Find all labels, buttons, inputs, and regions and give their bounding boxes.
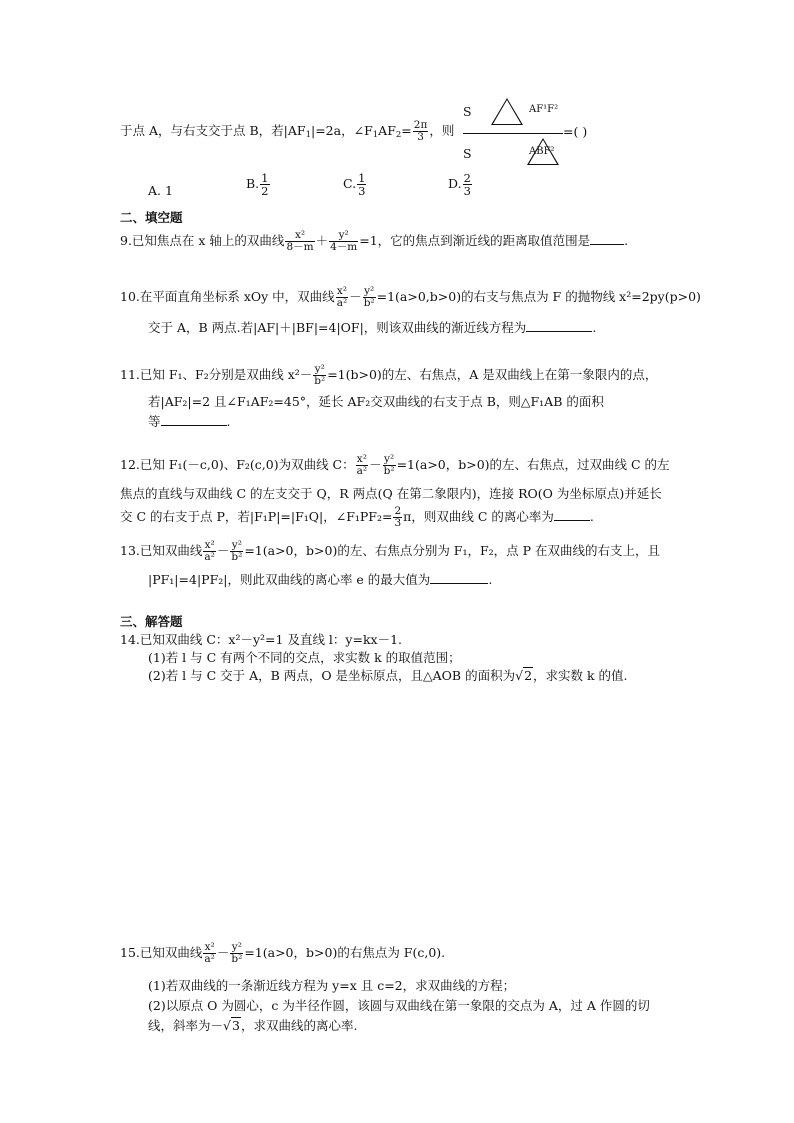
question-15-part2: (2)以原点 O 为圆心，c 为半径作圆，该圆与双曲线在第一象限的交点为 A，过 A 作圆的切 — [148, 998, 650, 1013]
question-15: 15.已知双曲线 $\frac{\text{x²}}{\text{a²}}$ － $\frac{\text{y²}}{\text{b²}}$ =1(a>0，b>0)的右焦点为 F(c,0). — [120, 940, 446, 965]
sqrt-symbol: √2 — [515, 668, 533, 683]
answer-blank[interactable] — [161, 424, 227, 426]
question-12-line2: 焦点的直线与双曲线 C 的左支交于 Q，R 两点(Q 在第二象限内)，连接 RO(O 为坐标原点)并延长 — [120, 486, 662, 501]
fraction-bar — [463, 133, 563, 134]
question-14: 14.已知双曲线 C：x²－y²=1 及直线 l：y=kx－1. — [120, 632, 403, 647]
question-14-part1: (1)若 l 与 C 有两个不同的交点，求实数 k 的取值范围； — [148, 650, 461, 665]
answer-blank[interactable] — [430, 582, 488, 584]
question-12: 12.已知 F₁(－c,0)、F₂(c,0)为双曲线 C： $\frac{\text{x²}}{\text{a²}}$ － $\frac{\text{y²}}{\text{b²}}$ =1(a>0，b>0)的左、右焦点，过双曲线 C 的左 — [120, 452, 670, 477]
section-title-solve: 三、解答题 — [120, 614, 183, 629]
option-d: D. $\frac{2}{3}$ — [448, 171, 471, 199]
area-s-top: S — [463, 104, 472, 119]
question-10-line2: 交于 A，B 两点.若|AF|＋|BF|=4|OF|，则该双曲线的渐近线方程为 . — [148, 320, 597, 335]
area-s-bottom: S — [463, 146, 472, 161]
q8-stem: 于点 A，与右支交于点 B，若$|AF_1|=2a$，$\angle F_1AF_2=$ $\frac{2\pi}{3}$ ，则 — [120, 119, 455, 144]
question-13: 13.已知双曲线 $\frac{\text{x²}}{\text{a²}}$ － $\frac{\text{y²}}{\text{b²}}$ =1(a>0，b>0)的左、右焦点分别为 F₁，F₂，点 P 在双曲线的右支上，且 — [120, 538, 661, 563]
question-11-line3: 等 . — [148, 414, 231, 429]
question-15-part2-line2: 线，斜率为－√3，求双曲线的离心率. — [148, 1018, 358, 1033]
option-b: B. $\frac{1}{2}$ — [246, 171, 269, 199]
area-sub-top: AF¹F² — [529, 104, 559, 115]
q8-answer-bracket: =( ) — [563, 124, 588, 139]
question-13-line2: |PF₁|=4|PF₂|，则此双曲线的离心率 e 的最大值为 . — [148, 572, 493, 587]
question-9: 9.已知焦点在 x 轴上的双曲线 $\frac{\text{x²}}{8-m}$ ＋ $\frac{\text{y²}}{4-m}$ =1，它的焦点到渐近线的距离取值范围是 . — [120, 228, 629, 253]
question-11-line2: 若|AF₂|=2 且∠F₁AF₂=45°，延长 AF₂交双曲线的右支于点 B，则△F₁AB 的面积 — [148, 394, 604, 409]
question-15-part1: (1)若双曲线的一条渐近线方程为 y=x 且 c=2，求双曲线的方程； — [148, 978, 516, 993]
triangle-icon — [491, 98, 523, 125]
area-sub-bottom: ABF² — [529, 146, 555, 157]
option-c: C. $\frac{1}{3}$ — [343, 171, 366, 199]
sqrt-symbol: √3 — [223, 1018, 240, 1033]
question-10: 10.在平面直角坐标系 xOy 中，双曲线 $\frac{\text{x²}}{\text{a²}}$ － $\frac{\text{y²}}{\text{b²}}$ =1(a>0,b>0)的右支与焦点为 F 的抛物线 x²=2py(p>0) — [120, 284, 701, 309]
angle-fraction: $\frac{2\pi}{3}$ — [413, 119, 428, 144]
question-14-part2: (2)若 l 与 C 交于 A，B 两点，O 是坐标原点，且△AOB 的面积为√2，求实数 k 的值. — [148, 668, 628, 683]
question-12-line3: 交 C 的右支于点 P，若|F₁P|=|F₁Q|，∠F₁PF₂= $\frac{2}{3}$ π，则双曲线 C 的离心率为 . — [120, 504, 594, 529]
q8-options — [148, 172, 478, 208]
answer-blank[interactable] — [554, 519, 590, 521]
section-title-fill-blank: 二、填空题 — [120, 210, 183, 225]
question-11: 11.已知 F₁、F₂分别是双曲线 x²－ $\frac{\text{y²}}{\text{b²}}$ =1(b>0)的左、右焦点，A 是双曲线上在第一象限内的点， — [120, 362, 658, 387]
answer-blank[interactable] — [590, 243, 624, 245]
option-a: A. 1 — [148, 183, 173, 198]
answer-blank[interactable] — [526, 330, 592, 332]
